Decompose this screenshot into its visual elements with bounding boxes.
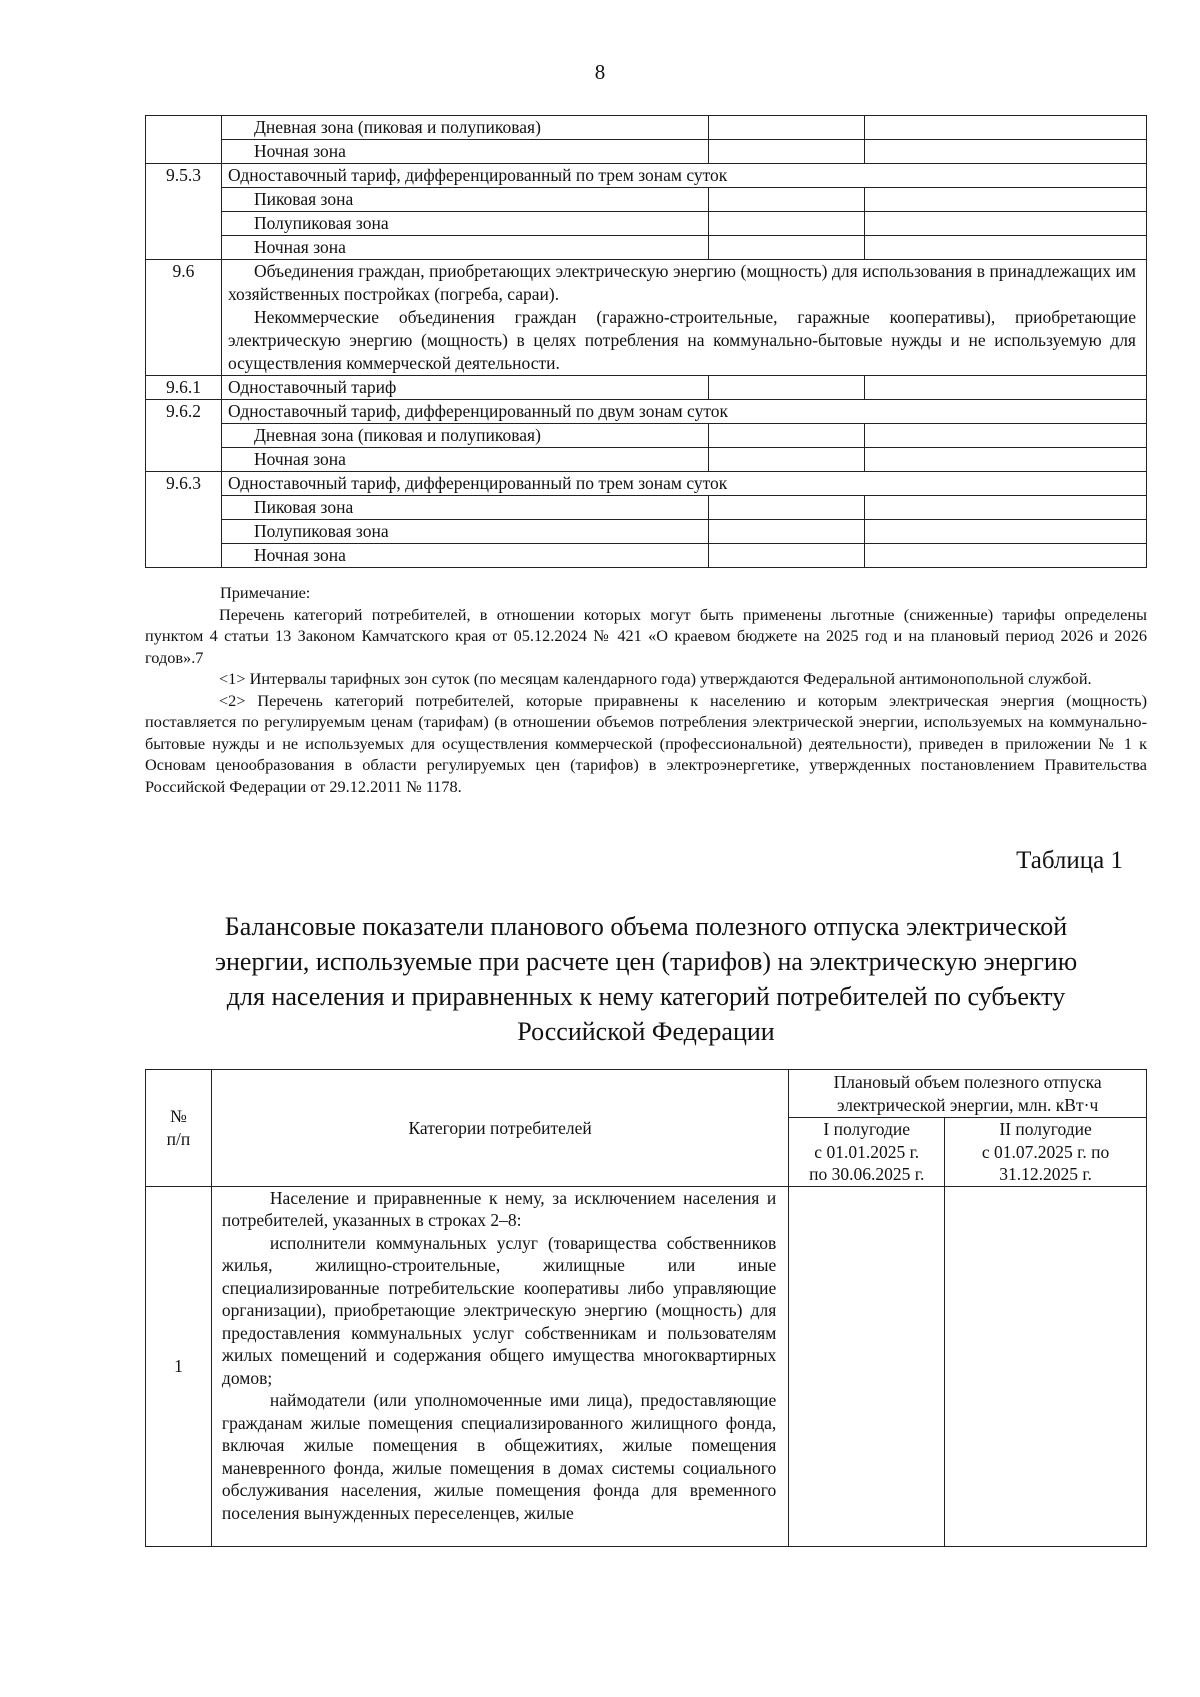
value-cell [708, 188, 865, 212]
value-cell [708, 496, 865, 520]
value-cell [708, 448, 865, 472]
tariff-group-label: Одноставочный тариф, дифференцированный по двум зонам суток [221, 400, 1146, 424]
value-cell [865, 116, 1147, 140]
tariff-group-label: Одноставочный тариф, дифференцированный по трем зонам суток [221, 472, 1146, 496]
category-paragraph: Объединения граждан, приобретающих электрическую энергию (мощность) для использования в принадлежащих им хозяйственных постройках (погреба, сараи). [227, 261, 1136, 304]
zone-label: Полупиковая зона [221, 212, 708, 236]
tariff-table-continued [145, 115, 1147, 568]
table-row [146, 188, 1147, 212]
table-row [146, 164, 1147, 188]
value-cell [708, 424, 865, 448]
value-cell [865, 544, 1147, 568]
row-number [146, 116, 222, 164]
value-cell [865, 212, 1147, 236]
row-1-num: 1 [146, 1186, 212, 1546]
value-cell [708, 212, 865, 236]
value-cell [865, 520, 1147, 544]
table-row [146, 472, 1147, 496]
balance-table [145, 1069, 1147, 1547]
row-1-half-1-value [789, 1186, 945, 1546]
value-cell [708, 116, 865, 140]
value-cell [865, 140, 1147, 164]
zone-label: Пиковая зона [221, 496, 708, 520]
value-cell [865, 236, 1147, 260]
value-cell [865, 424, 1147, 448]
heading-line-1: Балансовые показатели планового объема полезного отпуска электрической [224, 912, 1068, 941]
row-1-para-2: исполнители коммунальных услуг (товарищества собственников жилья, жилищно-строительные, жилищные или иные специализированные потребительские кооперативы либо управляющие организации), приобретающие электрическую энергию (мощность) для предоставления коммунальных услуг собственникам и пользователям жилых помещений и содержания общего имущества многоквартирных домов; [221, 1232, 777, 1388]
zone-label: Ночная зона [221, 236, 708, 260]
value-cell [708, 236, 865, 260]
table-row [146, 116, 1147, 140]
table-row [146, 236, 1147, 260]
row-1-para-1: Население и приравненные к нему, за исключением населения и потребителей, указанных в строках 2–8: [221, 1187, 777, 1230]
table-row [146, 448, 1147, 472]
category-paragraph: Некоммерческие объединения граждан (гаражно-строительные, гаражные кооперативы), приобретающие электрическую энергию (мощность) в целях потребления на коммунально-бытовые нужды и не используемую для осуществления коммерческой деятельности. [227, 307, 1136, 373]
zone-label: Полупиковая зона [221, 520, 708, 544]
notes-heading: Примечание: [220, 583, 311, 602]
page-number: 8 [594, 60, 606, 84]
table-heading [145, 909, 1147, 1049]
row-1-para-3: наймодатели (или уполномоченные ими лица), предоставляющие гражданам жилые помещения специализированного жилищного фонда, включая жилые помещения в общежитиях, жилые помещения маневренного фонда, жилые помещения в домах системы социального обслуживания населения, жилые помещения фонда для временного поселения вынужденных переселенцев, жилые [221, 1390, 777, 1523]
value-cell [708, 520, 865, 544]
row-1-half-2-value [945, 1186, 1147, 1546]
note-1: Перечень категорий потребителей, в отношении которых могут быть применены льготные (сниженные) тарифы определены пунктом 4 статьи 13 Законом Камчатского края от 05.12.2024 № 421 «О краевом бюджете на 2025 год и на плановый период 2026 и 2026 годов».7 [145, 604, 1147, 667]
heading-line-2: энергии, используемые при расчете цен (тарифов) на электрическую энергию [214, 947, 1078, 976]
row-number: 9.6.1 [146, 376, 222, 400]
zone-label: Пиковая зона [221, 188, 708, 212]
value-cell [865, 496, 1147, 520]
table-row [146, 520, 1147, 544]
zone-label: Дневная зона (пиковая и полупиковая) [221, 116, 708, 140]
value-cell [865, 448, 1147, 472]
heading-line-3: для населения и приравненных к нему категорий потребителей по субъекту [226, 982, 1066, 1011]
zone-label: Дневная зона (пиковая и полупиковая) [221, 424, 708, 448]
row-number: 9.6.3 [146, 472, 222, 568]
row-number: 9.6.2 [146, 400, 222, 472]
value-cell [865, 376, 1147, 400]
table-row [146, 424, 1147, 448]
table-row [146, 140, 1147, 164]
row-number: 9.5.3 [146, 164, 222, 260]
zone-label: Ночная зона [221, 140, 708, 164]
row-1-category [211, 1186, 788, 1546]
table-row [146, 260, 1147, 376]
value-cell [865, 188, 1147, 212]
header-category: Категории потребителей [211, 1070, 788, 1187]
zone-label: Ночная зона [221, 544, 708, 568]
table-row [146, 496, 1147, 520]
notes [145, 582, 1147, 797]
table-label: Таблица 1 [1016, 847, 1123, 874]
row-number: 9.6 [146, 260, 222, 376]
value-cell [708, 140, 865, 164]
tariff-label: Одноставочный тариф [221, 376, 708, 400]
value-cell [708, 544, 865, 568]
heading-line-4: Российской Федерации [517, 1017, 775, 1046]
header-half-2: II полугодие с 01.07.2025 г. по 31.12.2025 г. [945, 1118, 1147, 1187]
zone-label: Ночная зона [221, 448, 708, 472]
table-row [146, 376, 1147, 400]
category-description [221, 260, 1146, 376]
note-3: <2> Перечень категорий потребителей, которые приравнены к населению и которым электрическая энергия (мощность) поставляется по регулируемым ценам (тарифам) (в отношении объемов потребления электрической энергии, используемых на коммунально-бытовые нужды и не используемых для осуществления коммерческой (профессиональной) деятельности), приведен в приложении № 1 к Основам ценообразования в области регулируемых цен (тарифов) в электроэнергетике, утвержденных постановлением Правительства Российской Федерации от 29.12.2011 № 1178. [145, 690, 1147, 796]
tariff-group-label: Одноставочный тариф, дифференцированный по трем зонам суток [221, 164, 1146, 188]
value-cell [708, 376, 865, 400]
header-half-1: I полугодие с 01.01.2025 г. по 30.06.2025 г. [789, 1118, 945, 1187]
note-2: <1> Интервалы тарифных зон суток (по месяцам календарного года) утверждаются Федеральной антимонопольной службой. [219, 669, 1092, 688]
table-row [146, 544, 1147, 568]
header-num: № п/п [146, 1070, 212, 1187]
table-row [146, 212, 1147, 236]
header-volume: Плановый объем полезного отпуска электрической энергии, млн. кВт·ч [789, 1070, 1147, 1118]
table-row [146, 400, 1147, 424]
